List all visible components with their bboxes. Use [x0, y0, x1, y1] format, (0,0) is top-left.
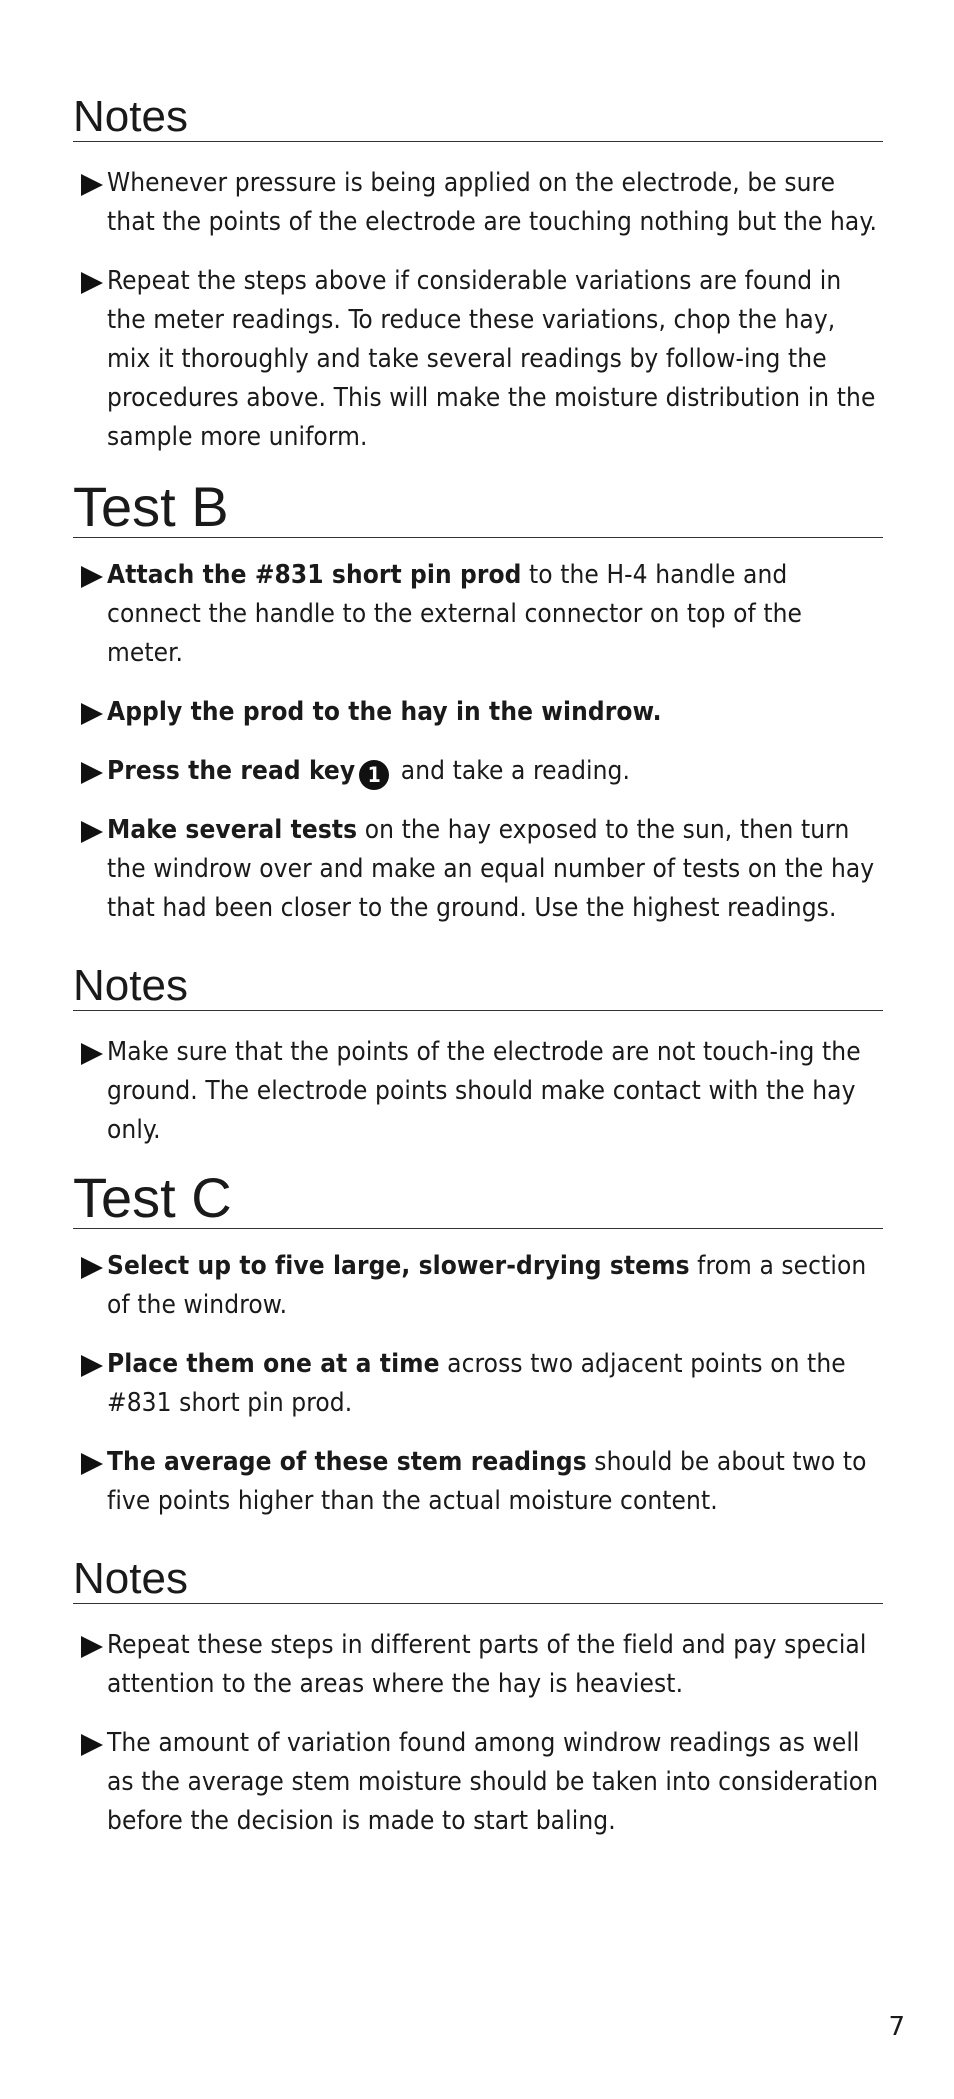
test-c-heading: Test C	[73, 1170, 883, 1229]
list-item	[73, 752, 883, 791]
list-item	[73, 1247, 883, 1325]
item-bold-lead: Press the read key	[107, 756, 356, 786]
item-bold-lead: Attach the #831 short pin prod	[107, 560, 522, 590]
test-c-list	[73, 1247, 883, 1521]
bullet-arrow-icon	[81, 762, 103, 784]
notes-list	[73, 164, 883, 457]
notes-heading: Notes	[73, 964, 883, 1011]
bullet-arrow-icon	[81, 1043, 103, 1065]
bullet-arrow-icon	[81, 821, 103, 843]
list-item	[73, 693, 883, 732]
bullet-arrow-icon	[81, 174, 103, 196]
item-bold-lead: Make several tests	[107, 815, 358, 845]
bullet-arrow-icon	[81, 1734, 103, 1756]
item-bold-lead: The average of these stem readings	[107, 1447, 587, 1477]
bullet-arrow-icon	[81, 1636, 103, 1658]
item-text: across two adjacent points on the #831 short pin prod.	[107, 1349, 846, 1418]
notes-heading: Notes	[73, 95, 883, 142]
document-page	[73, 92, 883, 1841]
item-text: should be about two to five points higher than the actual moisture content.	[107, 1447, 867, 1516]
bullet-arrow-icon	[81, 703, 103, 725]
page-number: 7	[888, 2012, 905, 2042]
list-item	[73, 164, 883, 242]
bullet-arrow-icon	[81, 272, 103, 294]
bullet-arrow-icon	[81, 1453, 103, 1475]
test-b-list	[73, 556, 883, 928]
item-text: Whenever pressure is being applied on the electrode, be sure that the points of the electrode are touching nothing but the hay.	[107, 168, 878, 237]
list-item	[73, 1724, 883, 1841]
item-text: and take a reading.	[393, 756, 631, 786]
list-item	[73, 1033, 883, 1150]
item-bold-lead: Apply the prod to the hay in the windrow.	[107, 697, 662, 727]
item-text: Make sure that the points of the electrode are not touch-ing the ground. The electrode points should make contact with the hay only.	[107, 1037, 861, 1145]
list-item	[73, 1345, 883, 1423]
item-text: on the hay exposed to the sun, then turn the windrow over and make an equal number of tests on the hay that had been closer to the ground. Use the highest readings.	[107, 815, 875, 923]
item-text: Repeat the steps above if considerable variations are found in the meter readings. To reduce these variations, chop the hay, mix it thoroughly and take several readings by follow-ing the procedures above. This will make the moisture distribution in the sample more uniform.	[107, 266, 876, 452]
item-bold-lead: Select up to five large, slower-drying stems	[107, 1251, 690, 1281]
list-item	[73, 556, 883, 673]
test-b-heading: Test B	[73, 479, 883, 538]
list-item	[73, 811, 883, 928]
item-text: The amount of variation found among windrow readings as well as the average stem moisture should be taken into consideration before the decision is made to start baling.	[107, 1728, 879, 1836]
bullet-arrow-icon	[81, 566, 103, 588]
item-text: Repeat these steps in different parts of the field and pay special attention to the areas where the hay is heaviest.	[107, 1630, 867, 1699]
notes-list	[73, 1033, 883, 1150]
item-bold-lead: Place them one at a time	[107, 1349, 440, 1379]
notes-list	[73, 1626, 883, 1841]
read-key-icon: 1	[359, 760, 389, 790]
item-text: from a section of the windrow.	[107, 1251, 867, 1320]
item-text: to the H-4 handle and connect the handle to the external connector on top of the meter.	[107, 560, 803, 668]
list-item	[73, 262, 883, 457]
list-item	[73, 1626, 883, 1704]
notes-heading: Notes	[73, 1557, 883, 1604]
list-item	[73, 1443, 883, 1521]
bullet-arrow-icon	[81, 1355, 103, 1377]
bullet-arrow-icon	[81, 1257, 103, 1279]
